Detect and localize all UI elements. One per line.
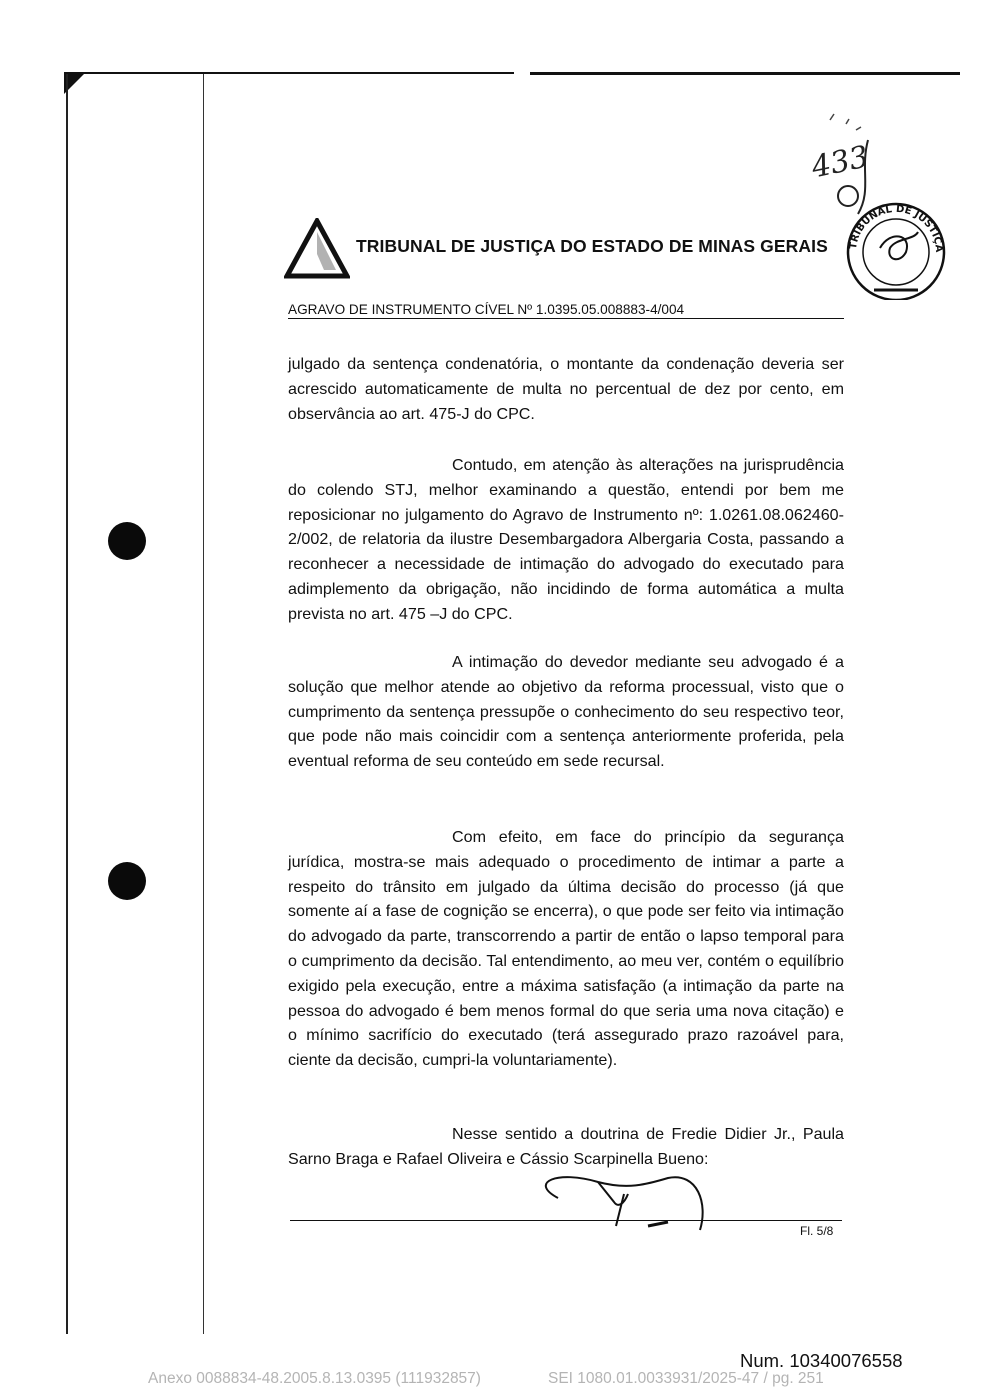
paragraph-text: Contudo, em atenção às alterações na jurisprudência do colendo STJ, melhor examinando a questão, entendi por bem me reposicionar no julgamento do Agravo de Instrumento nº: 1.0261.08.062460-2/002, de relatoria da ilustre Desembargadora Albergaria Costa, passando a reconhecer a necessidade de intimação do advogado do executado para adimplemento da obrigação, não incidindo de forma automática a multa prevista no art. 475 –J do CPC. bbox=[288, 456, 844, 623]
court-logo-icon bbox=[284, 218, 350, 285]
paragraph-text: julgado da sentença condenatória, o montante da condenação deveria ser acrescido automaticamente de multa no percentual de dez por cento, em observância ao art. 475-J do CPC. bbox=[288, 355, 844, 423]
paragraph-text: Com efeito, em face do princípio da segurança jurídica, mostra-se mais adequado o procedimento de intimar a parte a respeito do trânsito em julgado da última decisão do processo (já que somente aí a fase de cognição se encerra), o que pode ser feito via intimação do advogado da parte, transcorrendo a partir de então o lapso temporal para o cumprimento da decisão. Tal entendimento, ao meu ver, contém o equilíbrio exigido pela execução, entre a máxima satisfação (a intimação da parte na pessoa do advogado é bem menos formal do que seria uma nova citação) e o mínimo sacrifício do executado (terá assegurado prazo razoável para, ciente da decisão, cumpri-la voluntariamente). bbox=[288, 828, 844, 1070]
paragraph-text: Nesse sentido a doutrina de Fredie Didier Jr., Paula Sarno Braga e Rafael Oliveira e Cássio Scarpinella Bueno: bbox=[288, 1125, 844, 1168]
court-name: TRIBUNAL DE JUSTIÇA DO ESTADO DE MINAS GERAIS bbox=[356, 236, 828, 256]
paragraph-4 bbox=[288, 825, 844, 1073]
court-seal-stamp bbox=[840, 200, 952, 305]
paragraph-2 bbox=[288, 453, 844, 627]
annex-reference: Anexo 0088834-48.2005.8.13.0395 (111932857) bbox=[148, 1370, 481, 1387]
punch-hole-bottom bbox=[108, 862, 146, 900]
svg-text:TRIBUNAL DE JUSTIÇA DE MINAS G: TRIBUNAL DE JUSTIÇA bbox=[848, 203, 945, 253]
page-top-rule bbox=[64, 72, 514, 74]
header-rule bbox=[288, 318, 844, 319]
margin-line bbox=[203, 74, 204, 1334]
paragraph-text: A intimação do devedor mediante seu advogado é a solução que melhor atende ao objetivo da reforma processual, visto que o cumprimento da sentença pressupõe o conhecimento do seu respectivo teor, que pode não mais coincidir com a sentença anteriormente proferida, pela eventual reforma de seu conteúdo em sede recursal. bbox=[288, 653, 844, 771]
case-number: AGRAVO DE INSTRUMENTO CÍVEL Nº 1.0395.05.008883-4/004 bbox=[288, 302, 685, 317]
footer-rule bbox=[290, 1220, 842, 1221]
signature-mark bbox=[528, 1164, 728, 1249]
page-left-edge bbox=[66, 74, 68, 1334]
page-top-rule-right bbox=[530, 72, 960, 75]
page-reference: Fl. 5/8 bbox=[800, 1224, 834, 1238]
sei-reference: SEI 1080.01.0033931/2025-47 / pg. 251 bbox=[548, 1370, 824, 1387]
punch-hole-top bbox=[108, 522, 146, 560]
svg-text:433: 433 bbox=[808, 139, 872, 186]
document-number: Num. 10340076558 bbox=[740, 1350, 903, 1371]
paragraph-3 bbox=[288, 650, 844, 774]
paragraph-1 bbox=[288, 352, 844, 426]
